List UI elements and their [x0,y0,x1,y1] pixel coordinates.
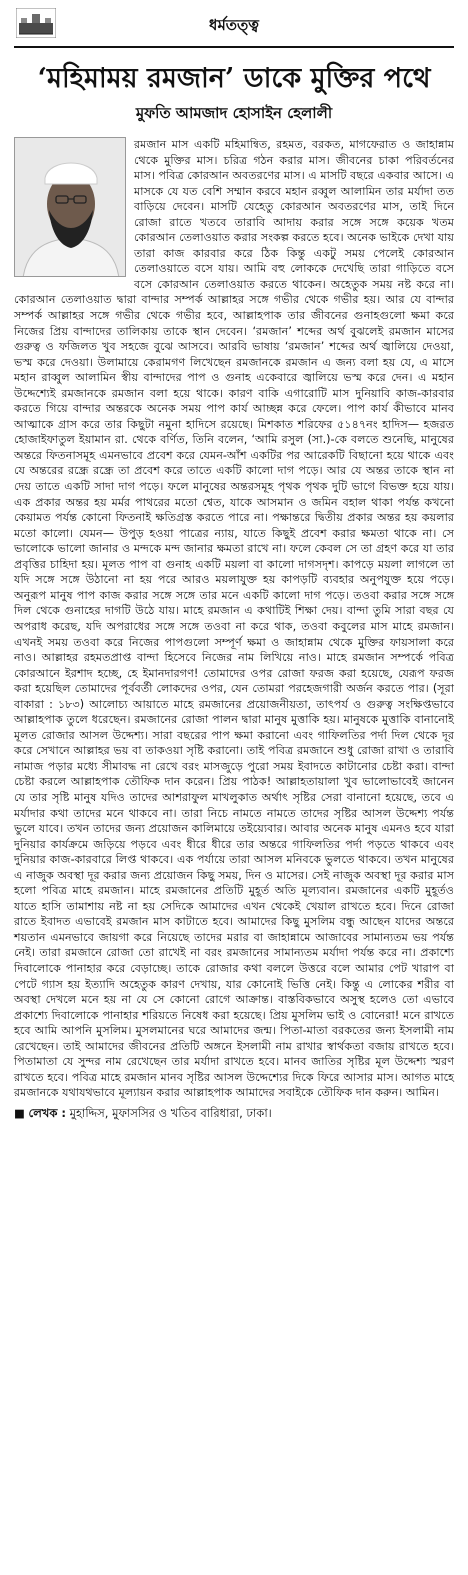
author-portrait-icon [15,138,126,277]
section-header [14,0,454,48]
author-photo [14,137,126,277]
section-title: ধর্মতত্ত্ব [209,16,259,34]
author-credit: ■ লেখক : মুহাদ্দিস, মুফাসসির ও খতিব বারিধারা, ঢাকা। [14,1105,272,1120]
article-body [14,137,454,1121]
article-text: রমজান মাস একটি মহিমান্বিত, রহমত, বরকত, মাগফেরাত ও জাহান্নাম থেকে মুক্তির মাস। চরিত্র গঠন করার মাস। জীবনের চাকা পরিবর্তনের মাস। পবিত্র কোরআন অবতরণের মাস। এ মাসটি বছরে একবার আসে। এ মাসকে যে যত বেশি সম্মান করবে মহান রব্বুল আলামিন তার মর্যাদা তত বাড়িয়ে দেবেন। মাসটি যেহেতু কোরআন অবতরণের মাস, তাই দিনে রোজা রাতে খতবে তারাবি আদায় করার সঙ্গে সঙ্গে কয়েক খতম কোরআন তেলাওয়াত করার সংকল্প করতে হবে। অনেক ভাইকে দেখা যায় তারা কাজ কারবার করে ঠিক কিন্তু একটু সময় পেলেই কোরআন তেলাওয়াতে বসে যায়। আমি বহু লোককে দেখেছি তারা গাড়িতে বসে বসে কোরআন তেলাওয়াত করতে থাকেন। অহেতুক সময় নষ্ট করে না। কোরআন তেলাওয়াত দ্বারা বান্দার সম্পর্ক আল্লাহর সঙ্গে গভীর থেকে গভীর হয়। আর যে বান্দার সম্পর্ক আল্লাহর সঙ্গে গভীর থেকে গভীর হবে, আল্লাহপাক তার জীবনের গুনাহগুলো ক্ষমা করে নিজের প্রিয় বান্দাদের তালিকায় তাকে স্থান দেবেন। ‘রমজান’ শব্দের অর্থ বুঝলেই রমজান মাসের গুরুত্ব ও ফজিলত খুব সহজে বুঝে আসবে। আরবি ভাষায় ‘রমজান’ শব্দের অর্থ জ্বালিয়ে দেওয়া, ভস্ম করে দেওয়া। উলামায়ে কেরামগণ লিখেছেন রমজানকে রমজান এ জন্য বলা হয় যে, এ মাসে মহান রাব্বুল আলামিন স্বীয় বান্দাদের পাপ ও গুনাহ একেবারে জ্বালিয়ে ভস্ম করে দেন। এ মহান উদ্দেশ্যেই রমজানকে রমজান বলা হয়ে থাকে। কারণ বাকি এগারোটি মাস দুনিয়াবি কাজ-কারবার করতে গিয়ে বান্দার অন্তরকে অনেক সময় পাপ কার্য আচ্ছন্ন করে ফেলে। পাপ কার্য কীভাবে মানব আত্মাকে গ্রাস করে তার কিছুটা নমুনা হাদিসে রয়েছে। মিশকাত শরিফের ৫১৪৭নং হাদিস— হজরত হোজাইফাতুল ইয়ামান রা. থেকে বর্ণিত, তিনি বলেন, ‘আমি রসুল (সা.)-কে বলতে শুনেছি, মানুষের অন্তরে ফিতনাসমূহ এমনভাবে প্রবেশ করে যেমন-আঁশ একটির পর আরেকটি বিছানো হয়ে থাকে এবং যে অন্তরের রন্ধ্রে রন্ধ্রে তা প্রবেশ করে তাতে একটি কালো দাগ পড়ে। আর যে অন্তর তাকে স্থান না দেয় তাতে একটি সাদা দাগ পড়ে। ফলে মানুষের অন্তরসমূহ পৃথক পৃথক দুটি ভাগে বিভক্ত হয়ে যায়। এক প্রকার অন্তর হয় মর্মর পাথরের মতো শ্বেত, যাকে আসমান ও জমিন বহাল থাকা পর্যন্ত কখনো কেয়ামত পর্যন্ত কোনো ফিতনাই ক্ষতিগ্রস্ত করতে পারে না। পক্ষান্তরে দ্বিতীয় প্রকার অন্তর হয় কয়লার মতো কালো। যেমন— উপুড় হওয়া পাত্রের ন্যায়, যাতে কিছুই প্রবেশ করার ক্ষমতা থাকে না। সে ভালোকে ভালো জানার ও মন্দকে মন্দ জানার ক্ষমতা রাখে না। ফলে কেবল সে তা গ্রহণ করে যা তার প্রবৃত্তির চাহিদা হয়। মূলত পাপ বা গুনাহ একটি ময়লা বা কালো দাগসদৃশ। কাপড়ে ময়লা লাগলে তা যদি সঙ্গে সঙ্গে উঠানো না হয় পরে আরও ময়লাযুক্ত হয় কাপড়টি ব্যবহার অনুপযুক্ত হয়ে পড়ে। অনুরূপ মানুষ পাপ কাজ করার সঙ্গে সঙ্গে তার মনে একটি কালো দাগ পড়ে। তওবা করার সঙ্গে সঙ্গে দিল থেকে গুনাহের দাগটি উঠে যায়। মাহে রমজান এ কথাটিই শিক্ষা দেয়। বান্দা তুমি সারা বছর যে অপরাধ করেছ, যদি অপরাধের সঙ্গে সঙ্গে তওবা না করে থাক, তওবা কবুলের মাস মাহে রমজান। এখনই সময় তওবা করে নিজের পাপগুলো সম্পূর্ণ ক্ষমা ও জাহান্নাম থেকে মুক্তির ফায়সালা করে নাও। আল্লাহর রহমতপ্রাপ্ত বান্দা হিসেবে নিজের নাম লিখিয়ে নাও। মাহে রমজান সম্পর্কে পবিত্র কোরআনে ইরশাদ হচ্ছে, হে ইমানদারগণ! তোমাদের ওপর রোজা ফরজ করা হয়েছে, যেরূপ ফরজ করা হয়েছিল তোমাদের পূর্ববর্তী লোকদের ওপর, যেন তোমরা পরহেজগারী অর্জন করতে পার। (সূরা বাকারা : ১৮৩) আলোচ্য আয়াতে মাহে রমজানের প্রয়োজনীয়তা, তাৎপর্য ও গুরুত্ব সংক্ষিপ্তভাবে আল্লাহপাক তুলে ধরেছেন। রমজানের রোজা পালন দ্বারা মানুষ মুত্তাকি হয়। মানুষকে মুত্তাকি বানানোই মূলত রোজার আসল উদ্দেশ্য। সারা বছরের পাপ ক্ষমা করানো এবং গাফিলতির পর্দা দিল থেকে দূর করে সেখানে আল্লাহর ভয় বা তাকওয়া সৃষ্টি করানো। তাই পবিত্র রমজানে শুধু রোজা রাখা ও তারাবি নামাজ পড়ার মধ্যে সীমাবদ্ধ না রেখে বরং মাসজুড়ে পুরো সময় ইবাদতে কাটানোর চেষ্টা করা। বান্দা চেষ্টা করলে আল্লাহপাক তৌফিক দান করেন। প্রিয় পাঠক! আল্লাহতায়ালা খুব ভালোভাবেই জানেন যে তার সৃষ্টি মানুষ যদিও তাদের আশরাফুল মাখলুকাত অর্থাৎ সৃষ্টির সেরা বানানো হয়েছে, তবে এ মর্যাদার কথা তাদের মনে থাকবে না। তারা নিচে নামতে নামতে তাদের সৃষ্টির আসল উদ্দেশ্য পর্যন্ত ভুলে যাবে। তখন তাদের জন্য প্রয়োজন কালিমায়ে তইয়্যেবার। আবার অনেক মানুষ এমনও হবে যারা দুনিয়ার কার্যক্রমে জড়িয়ে পড়বে এবং ধীরে ধীরে তার অন্তরে গাফিলতির পর্দা পড়তে থাকবে এবং দুনিয়ার কাজ-কারবারে লিপ্ত থাকবে। এক পর্যায়ে তারা আসল মনিবকে ভুলতে থাকবে। তখন মানুষের এ নাজুক অবস্থা দূর করার জন্য প্রয়োজন কিছু সময়, দিন ও মাসের। সেই নাজুক অবস্থা দূর করার মাস হলো পবিত্র মাহে রমজান। মাহে রমজানের প্রতিটি মুহূর্ত অতি মূল্যবান। রমজানের একটি মুহূর্তও যাতে হাসি তামাশায় নষ্ট না হয় সেদিকে আমাদের এখন থেকেই খেয়াল রাখতে হবে। দিনে রোজা রাতে ইবাদত এভাবেই রমজান মাস কাটাতে হবে। আমাদের কিছু মুসলিম বন্ধু আছেন যাদের অন্তরে শয়তান এমনভাবে জায়গা করে নিয়েছে তাদের মরার বা জাহান্নামে আজাবের সামান্যতম ভয় পর্যন্ত নেই। তারা রমজানে রোজা তো রাখেই না বরং রমজানের সামান্যতম মর্যাদা পর্যন্ত করে না। প্রকাশ্যে দিবালোকে পানাহার করে বেড়াচ্ছে। তাকে রোজার কথা বললে উত্তরে বলে আমার পেট খারাপ বা পেটে গ্যাস হয় ইত্যাদি অহেতুক কারণ দেখায়, যার কোনোই ভিত্তি নেই। কিন্তু এ লোকের শরীর বা অবস্থা দেখলে মনে হয় না যে সে কোনো রোগে আক্রান্ত। বাস্তবিকভাবে অসুস্থ হলেও তো এভাবে প্রকাশ্যে দিবালোকে পানাহার শরিয়তে নিষেধ করা হয়েছে। প্রিয় মুসলিম ভাই ও বোনেরা! মনে রাখতে হবে আমি আপনি মুসলিম। মুসলমানের ঘরে আমাদের জন্ম। পিতা-মাতা বরকতের জন্য ইসলামী নাম রেখেছেন। তাই আমাদের জীবনের প্রতিটি অঙ্গনে ইসলামী নাম রাখার স্বার্থকতা বজায় রাখতে হবে। পিতামাতা যে সুন্দর নাম রেখেছেন তার মর্যাদা রাখতে হবে। মানব জাতির সৃষ্টির মূল উদ্দেশ্য স্মরণ রাখতে হবে। পবিত্র মাহে রমজান মানব সৃষ্টির আসল উদ্দেশ্যের দিকে ফিরে আসার মাস। আগত মাহে রমজানকে যথাযথভাবে মূল্যায়ন করার আল্লাহপাক আমাদের সবাইকে তৌফিক দান করুন। আমিন। [14,138,454,1100]
article-author: মুফতি আমজাদ হোসাইন হেলালী [135,104,333,122]
author-credit-text: মুহাদ্দিস, মুফাসসির ও খতিব বারিধারা, ঢাকা। [69,1105,272,1120]
article-title: ‘মহিমাময় রমজান’ ডাকে মুক্তির পথে [37,63,431,94]
author-credit-label: লেখক : [28,1105,66,1120]
